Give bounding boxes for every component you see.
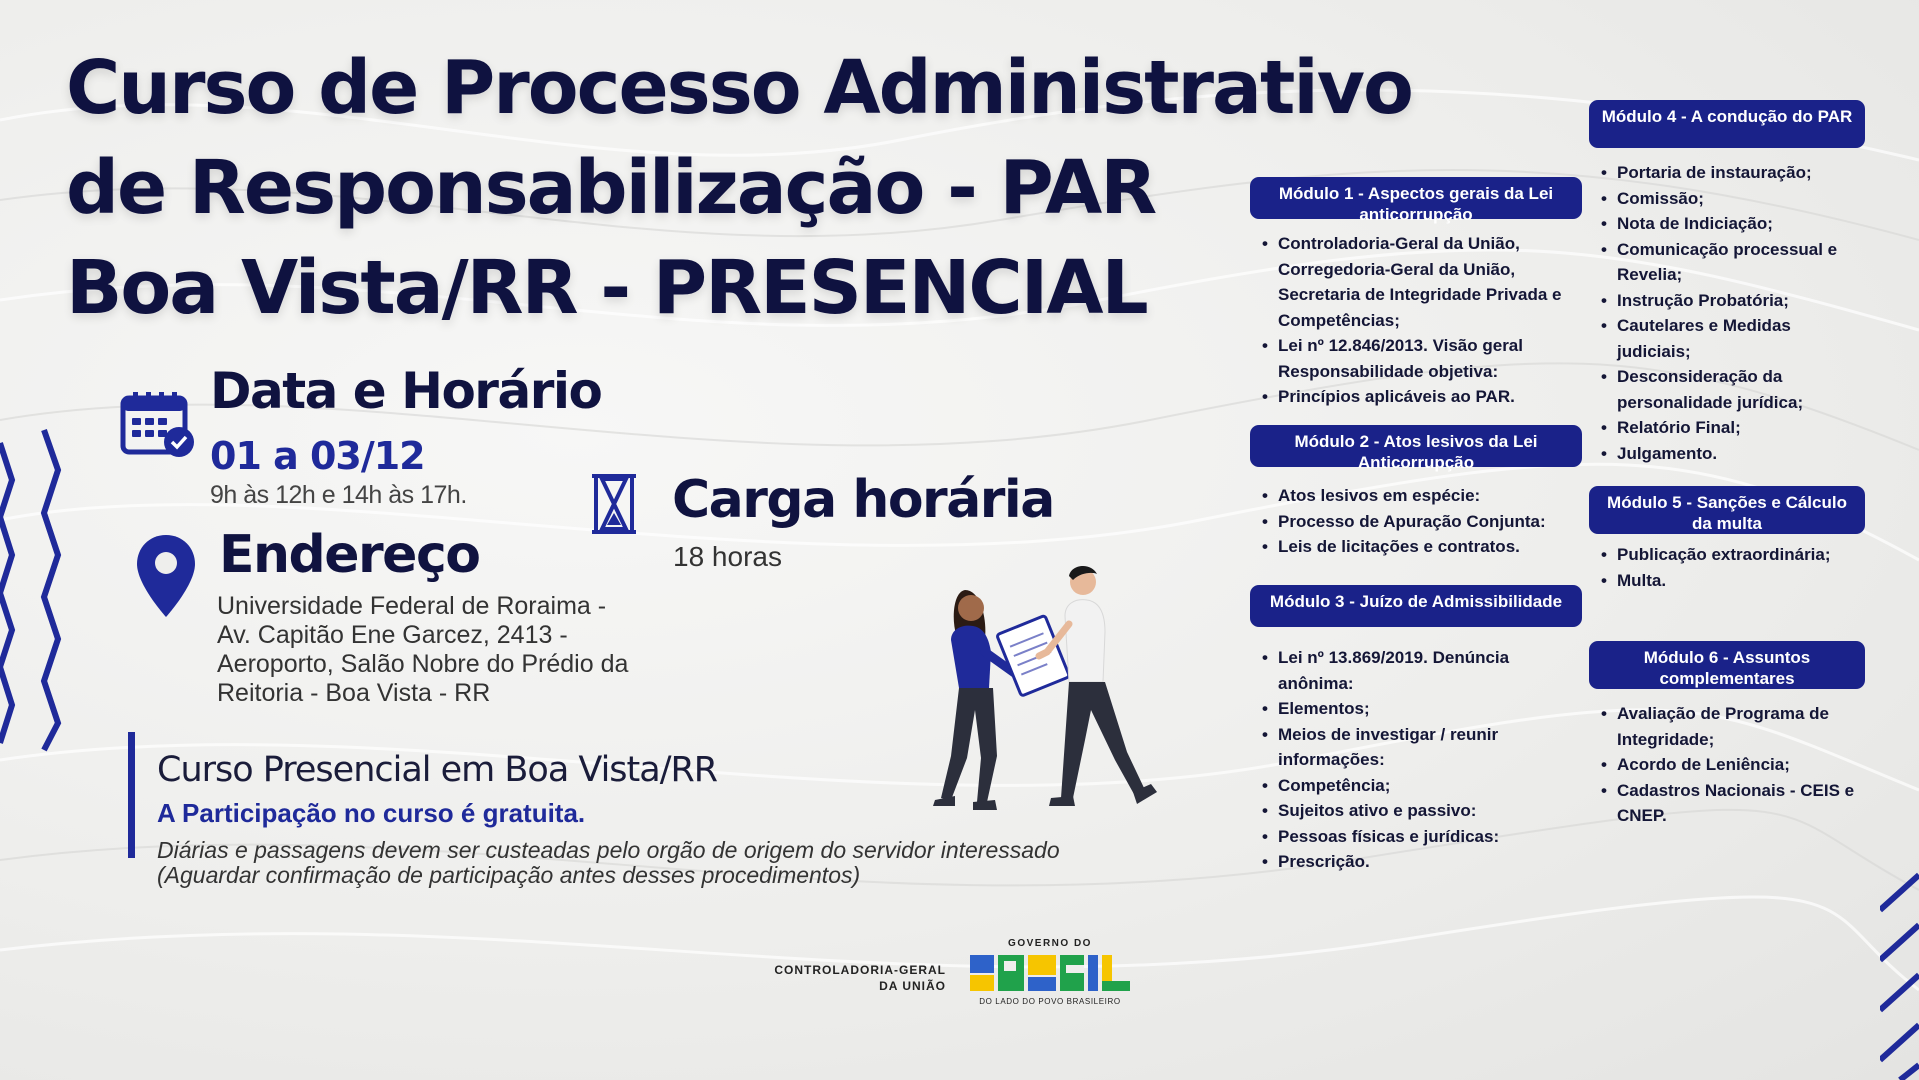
course-info-box [128, 732, 1137, 888]
module-1-title: Módulo 1 - Aspectos gerais da Lei anticorrupção [1250, 177, 1582, 219]
address-text: Universidade Federal de Roraima - Av. Capitão Ene Garcez, 2413 - Aeroporto, Salão Nobre do Prédio da Reitoria - Boa Vista - RR [217, 592, 629, 707]
list-item: • Cadastros Nacionais - CEIS e CNEP. [1589, 778, 1865, 829]
list-item: • Avaliação de Programa de Integridade; [1589, 701, 1865, 752]
calendar-check-icon [120, 392, 196, 458]
module-1-list [1250, 231, 1582, 410]
list-item: • Instrução Probatória; [1589, 288, 1865, 314]
module-6-title: Módulo 6 - Assuntos complementares [1589, 641, 1865, 689]
list-item: • Lei nº 12.846/2013. Visão geral Responsabilidade objetiva: [1250, 333, 1582, 384]
module-2 [1250, 425, 1582, 560]
list-item: • Pessoas físicas e jurídicas: [1250, 824, 1582, 850]
date-time: 9h às 12h e 14h às 17h. [210, 481, 467, 509]
map-pin-icon [135, 533, 197, 619]
gov-logo-bottom: DO LADO DO POVO BRASILEIRO [979, 997, 1121, 1006]
list-item: • Cautelares e Medidas judiciais; [1589, 313, 1865, 364]
list-item: • Acordo de Leniência; [1589, 752, 1865, 778]
list-item: • Elementos; [1250, 696, 1582, 722]
list-item: • Multa. [1589, 568, 1865, 594]
module-1 [1250, 177, 1582, 410]
cgu-logo-text [766, 962, 946, 994]
page-title [66, 38, 1446, 338]
hourglass-icon [590, 473, 638, 535]
module-3-title: Módulo 3 - Juízo de Admissibilidade [1250, 585, 1582, 627]
list-item: • Portaria de instauração; [1589, 160, 1865, 186]
module-4-title: Módulo 4 - A condução do PAR [1589, 100, 1865, 148]
list-item: • Prescrição. [1250, 849, 1582, 875]
list-item: • Comissão; [1589, 186, 1865, 212]
left-zigzag-decoration [0, 425, 70, 755]
cgu-line-1: CONTROLADORIA-GERAL [774, 963, 946, 977]
address-heading: Endereço [219, 525, 480, 585]
module-5-list [1589, 542, 1865, 593]
title-line-1: Curso de Processo Administrativo [66, 45, 1412, 131]
right-stripes-decoration [1880, 870, 1919, 1080]
title-line-2: de Responsabilização - PAR [66, 145, 1156, 231]
list-item: • Leis de licitações e contratos. [1250, 534, 1582, 560]
workload-value: 18 horas [673, 541, 782, 572]
list-item: • Julgamento. [1589, 441, 1865, 467]
module-4 [1589, 100, 1865, 466]
module-5 [1589, 486, 1865, 593]
list-item: • Desconsideração da personalidade jurídica; [1589, 364, 1865, 415]
list-item: • Atos lesivos em espécie: [1250, 483, 1582, 509]
gov-logo-top: GOVERNO DO [1008, 938, 1092, 949]
list-item: • Controladoria-Geral da União, Corregedoria-Geral da União, Secretaria de Integridade Privada e Competências; [1250, 231, 1582, 333]
list-item: • Meios de investigar / reunir informações: [1250, 722, 1582, 773]
title-line-3: Boa Vista/RR - PRESENCIAL [66, 245, 1147, 331]
list-item: • Publicação extraordinária; [1589, 542, 1865, 568]
date-heading: Data e Horário [210, 362, 602, 420]
gov-brasil-wordmark [968, 951, 1132, 995]
list-item: • Comunicação processual e Revelia; [1589, 237, 1865, 288]
module-4-list [1589, 160, 1865, 466]
date-value: 01 a 03/12 [210, 434, 425, 478]
workload-heading: Carga horária [672, 470, 1054, 530]
module-5-title: Módulo 5 - Sanções e Cálculo da multa [1589, 486, 1865, 534]
list-item: • Sujeitos ativo e passivo: [1250, 798, 1582, 824]
list-item: • Processo de Apuração Conjunta: [1250, 509, 1582, 535]
course-free-notice: A Participação no curso é gratuita. [157, 798, 586, 828]
cgu-line-2: DA UNIÃO [879, 979, 946, 993]
module-3-list [1250, 645, 1582, 875]
module-6-list [1589, 701, 1865, 829]
list-item: • Nota de Indiciação; [1589, 211, 1865, 237]
list-item: • Lei nº 13.869/2019. Denúncia anônima: [1250, 645, 1582, 696]
module-2-title: Módulo 2 - Atos lesivos da Lei Anticorrupção [1250, 425, 1582, 467]
list-item: • Relatório Final; [1589, 415, 1865, 441]
module-2-list [1250, 483, 1582, 560]
module-3 [1250, 585, 1582, 875]
course-title: Curso Presencial em Boa Vista/RR [157, 750, 718, 790]
list-item: • Princípios aplicáveis ao PAR. [1250, 384, 1582, 410]
module-6 [1589, 641, 1865, 829]
list-item: • Competência; [1250, 773, 1582, 799]
gov-brasil-logo [968, 938, 1132, 1006]
course-note: Diárias e passagens devem ser custeadas pelo orgão de origem do servidor interessado (Aguardar confirmação de participação antes desses procedimentos) [157, 837, 1060, 888]
